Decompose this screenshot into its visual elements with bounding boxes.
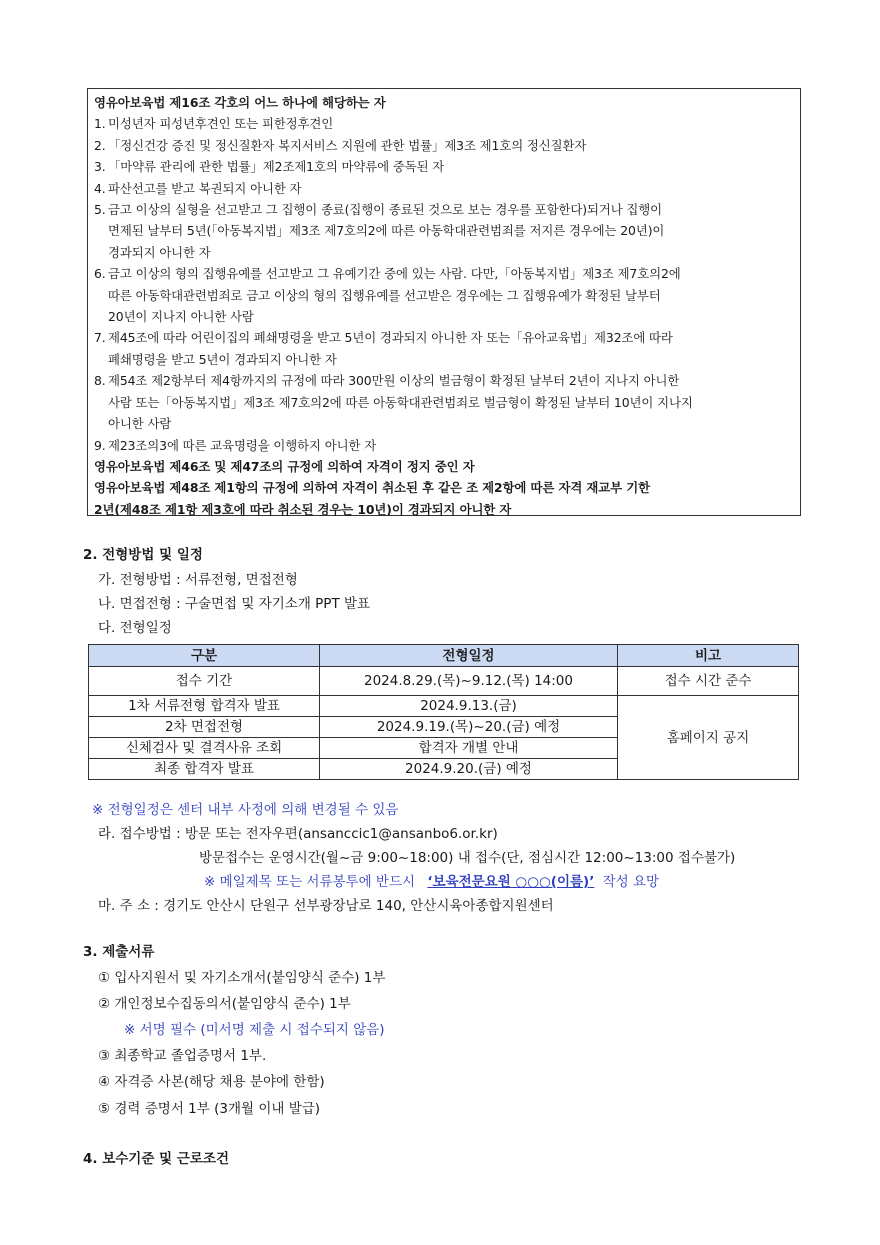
disqualification-item: [94, 178, 794, 199]
date-cell: 2024.8.29.(목)~9.12.(목) 14:00: [320, 667, 618, 696]
item-text-line: 경과되지 아니한 자: [108, 244, 211, 260]
document-item-2: ② 개인정보수집동의서(붙임양식 준수) 1부: [98, 996, 351, 1012]
apply-method: 라. 접수방법 : 방문 또는 전자우편(ansanccic1@ansanbo6.or.kr): [98, 826, 498, 842]
item-text-line: 사람 또는「아동복지법」제3조 제7호의2에 따른 아동학대관련범죄로 벌금형이 확정된 날부터 10년이 지나지: [108, 394, 693, 410]
disqualification-item: [94, 370, 794, 434]
item-text-line: 제23조의3에 따른 교육명령을 이행하지 아니한 자: [108, 437, 377, 453]
disqualification-item: [94, 113, 794, 134]
box-footer-revoked-line-1: 영유아보육법 제48조 제1항의 규정에 의하여 자격이 취소된 후 같은 조 제2항에 따른 자격 재교부 기한: [94, 480, 650, 496]
item-text-line: 「정신건강 증진 및 정신질환자 복지서비스 지원에 관한 법률」제3조 제1호의 정신질환자: [108, 137, 587, 153]
box-header: 영유아보육법 제16조 각호의 어느 하나에 해당하는 자: [94, 95, 386, 110]
schedule-notice: ※ 전형일정은 센터 내부 사정에 의해 변경될 수 있음: [92, 802, 399, 818]
document-item-1: ① 입사지원서 및 자기소개서(붙임양식 준수) 1부: [98, 970, 386, 986]
stage-cell: 1차 서류전형 합격자 발표: [89, 696, 320, 717]
item-text: [108, 263, 794, 327]
item-text: [108, 135, 794, 156]
section-4-title: 4. 보수기준 및 근로조건: [83, 1151, 229, 1167]
visit-info: 방문접수는 운영시간(월~금 9:00~18:00) 내 접수(단, 점심시간 12:00~13:00 접수불가): [199, 850, 736, 866]
disqualification-item: [94, 156, 794, 177]
section-3-title: 3. 제출서류: [83, 944, 155, 960]
date-cell: 합격자 개별 안내: [320, 738, 618, 759]
table-header-row: [89, 645, 799, 667]
merged-note-cell: 홈페이지 공지: [618, 696, 799, 780]
disqualification-item: [94, 135, 794, 156]
item-text: [108, 156, 794, 177]
header-date: 전형일정: [320, 645, 618, 667]
header-stage: 구분: [89, 645, 320, 667]
item-text-line: 20년이 지나지 아니한 사람: [108, 309, 254, 325]
selection-method: 가. 전형방법 : 서류전형, 면접전형: [98, 572, 298, 588]
schedule-table: [88, 644, 799, 780]
item-number: 1.: [94, 116, 106, 132]
item-number: 6.: [94, 266, 106, 282]
item-text-line: 폐쇄명령을 받고 5년이 경과되지 아니한 자: [108, 351, 337, 367]
interview-method: 나. 면접전형 : 구술면접 및 자기소개 PPT 발표: [98, 596, 371, 612]
stage-cell: 신체검사 및 결격사유 조회: [89, 738, 320, 759]
mail-note-suffix: 작성 요망: [602, 874, 660, 890]
item-text-line: 아니한 사람: [108, 416, 172, 432]
mail-note: [204, 870, 659, 890]
signature-notice: ※ 서명 필수 (미서명 제출 시 접수되지 않음): [124, 1022, 385, 1038]
date-cell: 2024.9.13.(금): [320, 696, 618, 717]
item-text-line: 제45조에 따라 어린이집의 폐쇄명령을 받고 5년이 경과되지 아니한 자 또는「유아교육법」제32조에 따라: [108, 330, 673, 346]
item-text: [108, 327, 794, 370]
document-item-3: ③ 최종학교 졸업증명서 1부.: [98, 1048, 267, 1064]
item-number: 4.: [94, 180, 106, 196]
item-text-line: 미성년자 피성년후견인 또는 피한정후견인: [108, 116, 334, 132]
item-text-line: 금고 이상의 형의 집행유예를 선고받고 그 유예기간 중에 있는 사람. 다만,「아동복지법」제3조 제7호의2에: [108, 266, 681, 282]
item-number: 3.: [94, 159, 106, 175]
disqualification-item: [94, 327, 794, 370]
item-text-line: 파산선고를 받고 복권되지 아니한 자: [108, 180, 302, 196]
item-text: [108, 370, 794, 434]
table-row: [89, 696, 799, 717]
item-number: 2.: [94, 137, 106, 153]
address: 마. 주 소 : 경기도 안산시 단원구 선부광장남로 140, 안산시육아종합지원센터: [98, 898, 554, 914]
item-text: [108, 435, 794, 456]
item-text-line: 면제된 날부터 5년(「아동복지법」제3조 제7호의2에 따른 아동학대관련범죄를 저지른 경우에는 20년)이: [108, 223, 665, 239]
stage-cell: 최종 합격자 발표: [89, 759, 320, 780]
section-2-title: 2. 전형방법 및 일정: [83, 547, 203, 563]
item-text: [108, 199, 794, 263]
table-row: [89, 667, 799, 696]
mail-note-prefix: ※ 메일제목 또는 서류봉투에 반드시: [204, 874, 416, 890]
item-text-line: 제54조 제2항부터 제4항까지의 규정에 따라 300만원 이상의 벌금형이 확정된 날부터 2년이 지나지 아니한: [108, 373, 680, 389]
header-note: 비고: [618, 645, 799, 667]
item-text: [108, 113, 794, 134]
item-text-line: 금고 이상의 실형을 선고받고 그 집행이 종료(집행이 종료된 것으로 보는 경우를 포함한다)되거나 집행이: [108, 202, 663, 218]
disqualification-item: [94, 435, 794, 456]
item-number: 5.: [94, 202, 106, 218]
item-number: 8.: [94, 373, 106, 389]
date-cell: 2024.9.20.(금) 예정: [320, 759, 618, 780]
note-cell: 접수 시간 준수: [618, 667, 799, 696]
document-item-4: ④ 자격증 사본(해당 채용 분야에 한함): [98, 1074, 325, 1090]
box-footer-revoked-line-2: 2년(제48조 제1항 제3호에 따라 취소된 경우는 10년)이 경과되지 아니한 자: [94, 501, 512, 517]
item-text-line: 「마약류 관리에 관한 법률」제2조제1호의 마약류에 중독된 자: [108, 159, 445, 175]
item-number: 9.: [94, 437, 106, 453]
stage-cell: 접수 기간: [89, 667, 320, 696]
disqualification-list: [94, 113, 794, 456]
item-text-line: 따른 아동학대관련범죄로 금고 이상의 형의 집행유예를 선고받은 경우에는 그 집행유예가 확정된 날부터: [108, 287, 661, 303]
disqualification-item: [94, 263, 794, 327]
stage-cell: 2차 면접전형: [89, 717, 320, 738]
date-cell: 2024.9.19.(목)~20.(금) 예정: [320, 717, 618, 738]
item-text: [108, 178, 794, 199]
schedule-label: 다. 전형일정: [98, 620, 172, 636]
item-number: 7.: [94, 330, 106, 346]
disqualification-box: [87, 88, 801, 516]
document-item-5: ⑤ 경력 증명서 1부 (3개월 이내 발급): [98, 1101, 321, 1117]
mail-note-highlight: ‘보육전문요원 ○○○(이름)’: [427, 874, 595, 890]
box-footer-suspended: 영유아보육법 제46조 및 제47조의 규정에 의하여 자격이 정지 중인 자: [94, 458, 475, 474]
disqualification-item: [94, 199, 794, 263]
